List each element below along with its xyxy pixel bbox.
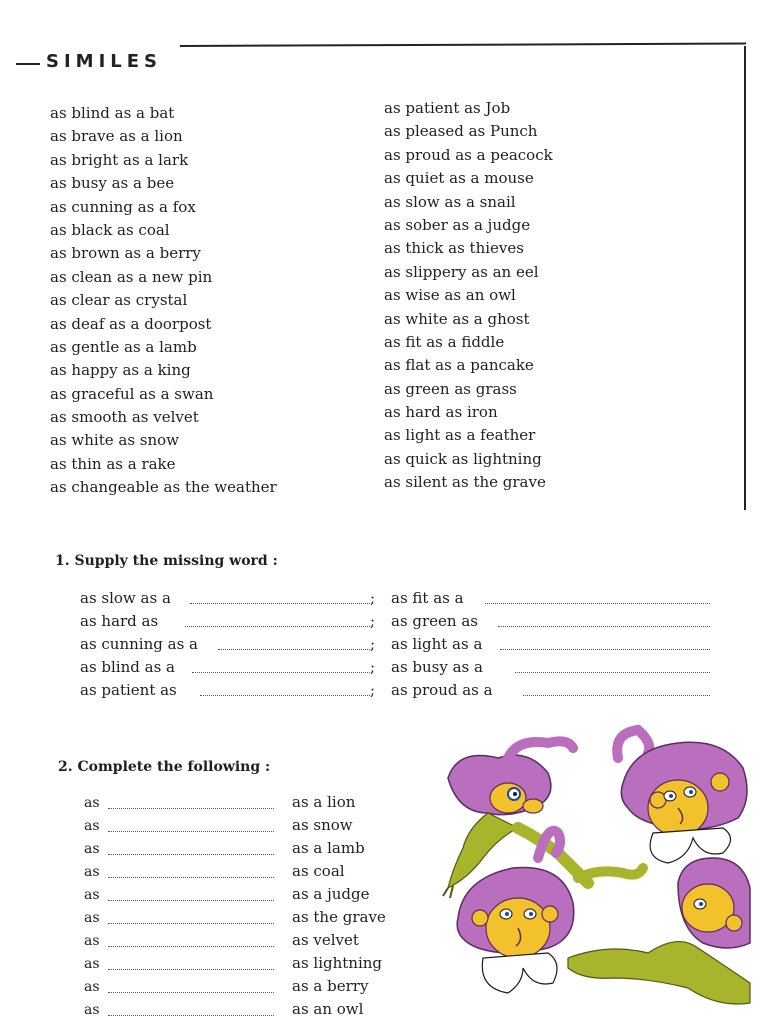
- answer-blank[interactable]: [218, 649, 370, 650]
- separator: ;: [370, 612, 376, 630]
- answer-blank[interactable]: [498, 626, 710, 627]
- exercise2-ending: as a judge: [292, 885, 370, 903]
- exercise1-row: [80, 612, 720, 634]
- header-rule-left: [16, 63, 40, 65]
- exercise1-prompt: as busy as a: [391, 658, 483, 676]
- character-bottom-right: [568, 858, 750, 1004]
- simile-item: as proud as a peacock: [384, 145, 553, 164]
- separator: ;: [370, 681, 376, 699]
- exercise2-prefix: as: [84, 864, 100, 880]
- exercise1-row: [80, 635, 720, 657]
- exercise1-heading: 1. Supply the missing word :: [55, 553, 278, 569]
- exercise2-ending: as lightning: [292, 954, 383, 972]
- exercise2-heading: 2. Complete the following :: [58, 759, 271, 775]
- simile-item: as graceful as a swan: [50, 384, 214, 403]
- separator: ;: [370, 589, 376, 607]
- exercise2-prefix: as: [84, 887, 100, 903]
- exercise2-prefix: as: [84, 910, 100, 926]
- answer-blank[interactable]: [108, 992, 274, 993]
- simile-item: as thin as a rake: [50, 454, 176, 473]
- character-top-right: [617, 730, 747, 863]
- exercise2-prefix: as: [84, 841, 100, 857]
- exercise1-prompt: as slow as a: [80, 589, 171, 607]
- separator: ;: [370, 635, 376, 653]
- header-rule-top: [180, 43, 746, 47]
- exercise1-row: [80, 681, 720, 703]
- exercise1-prompt: as blind as a: [80, 658, 175, 676]
- exercise1-prompt: as hard as: [80, 612, 159, 630]
- exercise1-prompt: as light as a: [391, 635, 483, 653]
- simile-item: as light as a feather: [384, 426, 536, 445]
- exercise1-prompt: as cunning as a: [80, 635, 198, 653]
- simile-item: as patient as Job: [384, 99, 511, 117]
- simile-item: as quick as lightning: [384, 449, 542, 468]
- exercise2-ending: as snow: [292, 816, 353, 834]
- simile-item: as cunning as a fox: [50, 197, 196, 216]
- exercise1-row: [80, 658, 720, 680]
- simile-list-right: [384, 97, 553, 495]
- simile-item: as sober as a judge: [384, 215, 531, 234]
- answer-blank[interactable]: [185, 626, 370, 627]
- exercise2-ending: as a lion: [292, 793, 356, 811]
- simile-item: as clean as a new pin: [50, 267, 213, 286]
- exercise2-ending: as coal: [292, 862, 345, 880]
- simile-item: as brave as a lion: [50, 127, 183, 146]
- simile-item: as white as a ghost: [384, 309, 530, 328]
- exercise1-prompt: as proud as a: [391, 681, 493, 699]
- simile-item: as hard as iron: [384, 403, 498, 422]
- simile-item: as clear as crystal: [50, 291, 188, 310]
- simile-item: as happy as a king: [50, 361, 191, 380]
- simile-list-left: [50, 102, 277, 500]
- exercise2-ending: as velvet: [292, 931, 359, 949]
- simile-item: as wise as an owl: [384, 286, 516, 305]
- header-rule-right: [744, 46, 746, 510]
- answer-blank[interactable]: [108, 877, 274, 878]
- answer-blank[interactable]: [108, 1015, 274, 1016]
- simile-item: as bright as a lark: [50, 150, 189, 169]
- answer-blank[interactable]: [500, 649, 710, 650]
- answer-blank[interactable]: [192, 672, 370, 673]
- exercise2-prefix: as: [84, 933, 100, 949]
- exercise2-prefix: as: [84, 818, 100, 834]
- separator: ;: [370, 658, 376, 676]
- simile-item: as slippery as an eel: [384, 262, 539, 281]
- simile-item: as blind as a bat: [50, 104, 175, 122]
- exercise2-ending: as an owl: [292, 1000, 364, 1018]
- simile-item: as pleased as Punch: [384, 122, 538, 141]
- simile-item: as green as grass: [384, 379, 517, 398]
- answer-blank[interactable]: [200, 695, 370, 696]
- simile-item: as black as coal: [50, 220, 170, 239]
- exercise1-prompt: as green as: [391, 612, 479, 630]
- simile-item: as gentle as a lamb: [50, 337, 197, 356]
- exercise2-prefix: as: [84, 979, 100, 995]
- exercise2-ending: as a lamb: [292, 839, 365, 857]
- simile-item: as white as snow: [50, 431, 180, 450]
- exercise2-prefix: as: [84, 795, 100, 811]
- simile-item: as brown as a berry: [50, 244, 201, 263]
- answer-blank[interactable]: [523, 695, 710, 696]
- exercise1-prompt: as patient as: [80, 681, 177, 699]
- answer-blank[interactable]: [108, 946, 274, 947]
- cartoon-illustration: [438, 718, 752, 1018]
- exercise2-ending: as a berry: [292, 977, 369, 995]
- answer-blank[interactable]: [108, 831, 274, 832]
- exercise2-prefix: as: [84, 956, 100, 972]
- answer-blank[interactable]: [108, 923, 274, 924]
- simile-item: as silent as the grave: [384, 473, 546, 492]
- answer-blank[interactable]: [108, 854, 274, 855]
- simile-item: as busy as a bee: [50, 174, 175, 193]
- exercise1-prompt: as fit as a: [391, 589, 464, 607]
- simile-item: as flat as a pancake: [384, 356, 534, 375]
- simile-item: as smooth as velvet: [50, 408, 199, 427]
- answer-blank[interactable]: [108, 808, 274, 809]
- simile-item: as changeable as the weather: [50, 478, 277, 497]
- simile-item: as deaf as a doorpost: [50, 314, 212, 333]
- exercise1-row: [80, 589, 720, 611]
- exercise2-ending: as the grave: [292, 908, 386, 926]
- answer-blank[interactable]: [108, 969, 274, 970]
- simile-item: as quiet as a mouse: [384, 169, 534, 188]
- page-title: SIMILES: [46, 51, 162, 72]
- simile-item: as fit as a fiddle: [384, 332, 505, 351]
- answer-blank[interactable]: [190, 603, 370, 604]
- simile-item: as thick as thieves: [384, 239, 524, 258]
- simile-item: as slow as a snail: [384, 192, 516, 211]
- exercise2-prefix: as: [84, 1002, 100, 1018]
- answer-blank[interactable]: [485, 603, 710, 604]
- answer-blank[interactable]: [515, 672, 710, 673]
- answer-blank[interactable]: [108, 900, 274, 901]
